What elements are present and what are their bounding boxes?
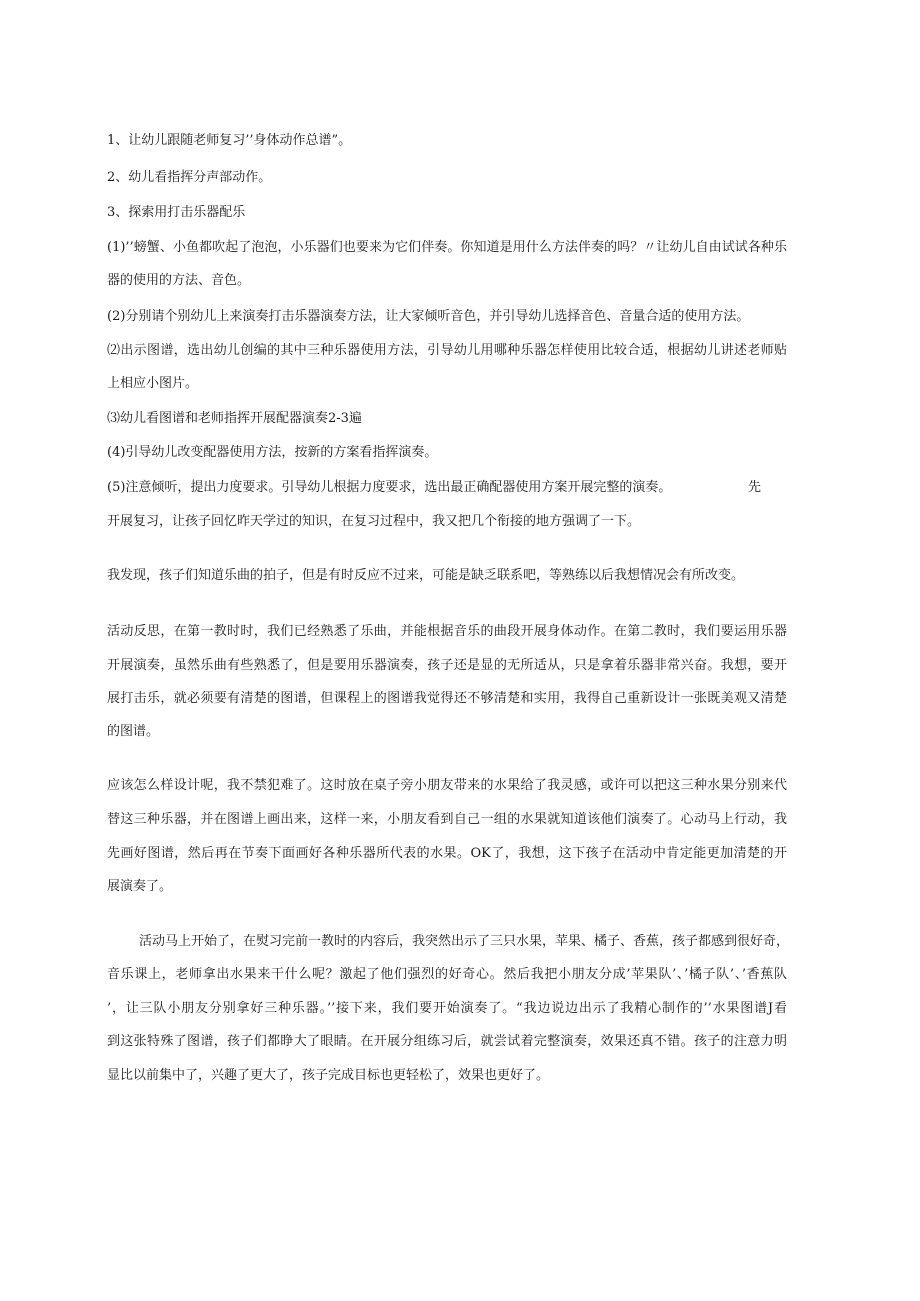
reflection-line-2: 开展演奏，虽然乐曲有些熟悉了，但是要用乐器演奏，孩子还是显的无所适从，只是拿着乐器非常兴奋。我想，要开 xyxy=(107,658,787,673)
substep-2b-line-2: 上相应小图片。 xyxy=(107,376,199,391)
activity-line-5: 显比以前集中了，兴趣了更大了，孩子完成目标也更轻松了，效果也更好了。 xyxy=(107,1068,550,1083)
activity-line-3: ’，让三队小朋友分别拿好三种乐器。’’接下来，我们要开始演奏了。“我边说边出示了我精心制作的’’水果图谱J看 xyxy=(107,1001,787,1016)
observation-paragraph: 我发现，孩子们知道乐曲的拍子，但是有时反应不过来，可能是缺乏联系吧，等熟练以后我想情况会有所改变。 xyxy=(107,568,745,583)
reflection-line-4: 的图谱。 xyxy=(107,724,160,739)
substep-5-tail: 先 xyxy=(748,480,762,495)
design-line-1: 应该怎么样设计呢，我不禁犯难了。这时放在桌子旁小朋友带来的水果给了我灵感，或许可以把这三种水果分别来代 xyxy=(107,778,787,793)
activity-line-2: 音乐课上，老师拿出水果来干什么呢？激起了他们强烈的好奇心。然后我把小朋友分成’苹果队’、’橘子队’、’香蕉队 xyxy=(107,967,787,982)
design-line-3: 先画好图谱，然后再在节奏下面画好各种乐器所代表的水果。OK了，我想，这下孩子在活动中肯定能更加清楚的开 xyxy=(107,846,787,861)
reflection-line-1: 活动反思，在第一教时时，我们已经熟悉了乐曲，并能根据音乐的曲段开展身体动作。在第二教时，我们要运用乐器 xyxy=(107,624,787,639)
review-paragraph: 开展复习，让孩子回忆昨天学过的知识，在复习过程中，我又把几个衔接的地方强调了一下。 xyxy=(107,514,641,529)
substep-5: (5)注意倾听，提出力度要求。引导幼儿根据力度要求，选出最正确配器使用方案开展完整的演奏。 xyxy=(107,480,672,495)
design-line-2: 替这三种乐器，并在图谱上画出来，这样一来，小朋友看到自己一组的水果就知道该他们演奏了。心动马上行动，我 xyxy=(107,812,787,827)
substep-2: (2)分别请个别幼儿上来演奏打击乐器演奏方法，让大家倾听音色，并引导幼儿选择音色、音量合适的使用方法。 xyxy=(107,309,750,324)
design-line-4: 展演奏了。 xyxy=(107,879,173,894)
substep-1-line-1: (1)’’螃蟹、小鱼都吹起了泡泡，小乐器们也要来为它们伴奏。你知道是用什么方法伴奏的吗？〃让幼儿自由试试各种乐 xyxy=(107,240,787,255)
activity-line-4: 到这张特殊了图谱，孩子们都睁大了眼睛。在开展分组练习后，就尝试着完整演奏，效果还真不错。孩子的注意力明 xyxy=(107,1034,787,1049)
substep-1-line-2: 器的使用的方法、音色。 xyxy=(107,273,251,288)
step-1: 1、让幼儿跟随老师复习’’身体动作总谱”。 xyxy=(107,133,352,148)
substep-3: ⑶幼儿看图谱和老师指挥开展配器演奏2-3遍 xyxy=(107,411,362,426)
step-3: 3、探索用打击乐器配乐 xyxy=(107,205,246,220)
substep-2b-line-1: ⑵出示图谱，选出幼儿创编的其中三种乐器使用方法，引导幼儿用哪种乐器怎样使用比较合适，根据幼儿讲述老师贴 xyxy=(107,343,787,358)
step-2: 2、幼儿看指挥分声部动作。 xyxy=(107,170,272,185)
reflection-line-3: 展打击乐，就必须要有清楚的图谱，但课程上的图谱我觉得还不够清楚和实用，我得自己重新设计一张既美观又清楚 xyxy=(107,691,787,706)
substep-4: (4)引导幼儿改变配器使用方法，按新的方案看指挥演奏。 xyxy=(107,445,438,460)
activity-line-1: 活动马上开始了，在熨习完前一教时的内容后，我突然出示了三只水果，苹果、橘子、香蕉，孩子都感到很好奇， xyxy=(139,934,790,949)
